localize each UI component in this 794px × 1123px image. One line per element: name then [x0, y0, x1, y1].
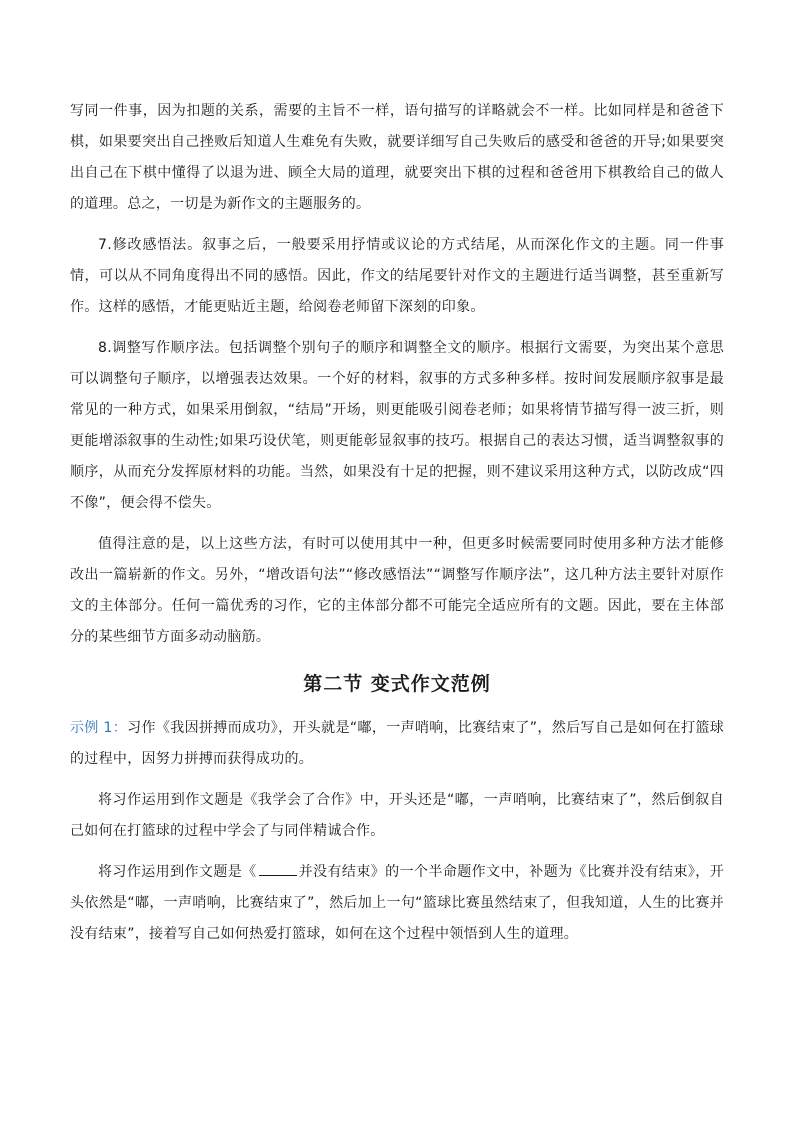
section-title: 第二节 变式作文范例 — [303, 673, 491, 695]
paragraph-method-8: 8.调整写作顺序法。包括调整个别句子的顺序和调整全文的顺序。根据行文需要，为突出某个意思可以调整句子顺序，以增强表达效果。一个好的材料，叙事的方式多种多样。按时间发展顺序叙事是最常见的一种方式，如果采用倒叙，“结局”开场，则更能吸引阅卷老师；如果将情节描写得一波三折，则更能增添叙事的生动性;如果巧设伏笔，则更能彰显叙事的技巧。根据自己的表达习惯，适当调整叙事的顺序，从而充分发挥原材料的功能。当然，如果没有十足的把握，则不建议采用这种方式，以防改成“四不像”，便会得不偿失。 — [70, 340, 724, 511]
example-text: 习作《我因拼搏而成功》，开头就是“嘟，一声哨响，比赛结束了”，然后写自己是如何在打篮球的过程中，因努力拼搏而获得成功的。 — [70, 720, 725, 767]
example-3-before-blank: 将习作运用到作文题是《 — [98, 864, 257, 880]
paragraph-intro: 写同一件事，因为扣题的关系，需要的主旨不一样，语句描写的详略就会不一样。比如同样是和爸爸下棋，如果要突出自己挫败后知道人生难免有失败，就要详细写自己失败后的感受和爸爸的开导;如果要突出自己在下棋中懂得了以退为进、顾全大局的道理，就要突出下棋的过程和爸爸用下棋教给自己的做人的道理。总之，一切是为新作文的主题服务的。 — [70, 103, 724, 212]
paragraph-example-3 — [70, 857, 724, 950]
example-label: 示例 1： — [70, 720, 128, 736]
document-page — [70, 96, 724, 960]
fill-in-blank — [259, 861, 297, 876]
paragraph-note: 值得注意的是，以上这些方法，有时可以使用其中一种，但更多时候需要同时使用多种方法才能修改出一篇崭新的作文。另外，“增改语句法”“修改感悟法”“调整写作顺序法”，这几种方法主要针对原作文的主体部分。任何一篇优秀的习作，它的主体部分都不可能完全适应所有的文题。因此，要在主体部分的某些细节方面多动动脑筋。 — [70, 536, 724, 645]
paragraph-example-1 — [70, 713, 724, 775]
paragraph-example-2: 将习作运用到作文题是《我学会了合作》中，开头还是“嘟，一声哨响，比赛结束了”，然后倒叙自己如何在打篮球的过程中学会了与同伴精诚合作。 — [70, 792, 724, 839]
example-3-after-blank: 并没有结束》的一个半命题作文中，补题为《比赛并没有结束》，开头依然是“嘟，一声哨响，比赛结束了”，然后加上一句“篮球比赛虽然结束了，但我知道，人生的比赛并没有结束”，接着写自己如何热爱打篮球，如何在这个过程中领悟到人生的道理。 — [70, 864, 724, 942]
paragraph-method-7: 7.修改感悟法。叙事之后，一般要采用抒情或议论的方式结尾，从而深化作文的主题。同一件事情，可以从不同角度得出不同的感悟。因此，作文的结尾要针对作文的主题进行适当调整，甚至重新写作。这样的感悟，才能更贴近主题，给阅卷老师留下深刻的印象。 — [70, 237, 724, 315]
